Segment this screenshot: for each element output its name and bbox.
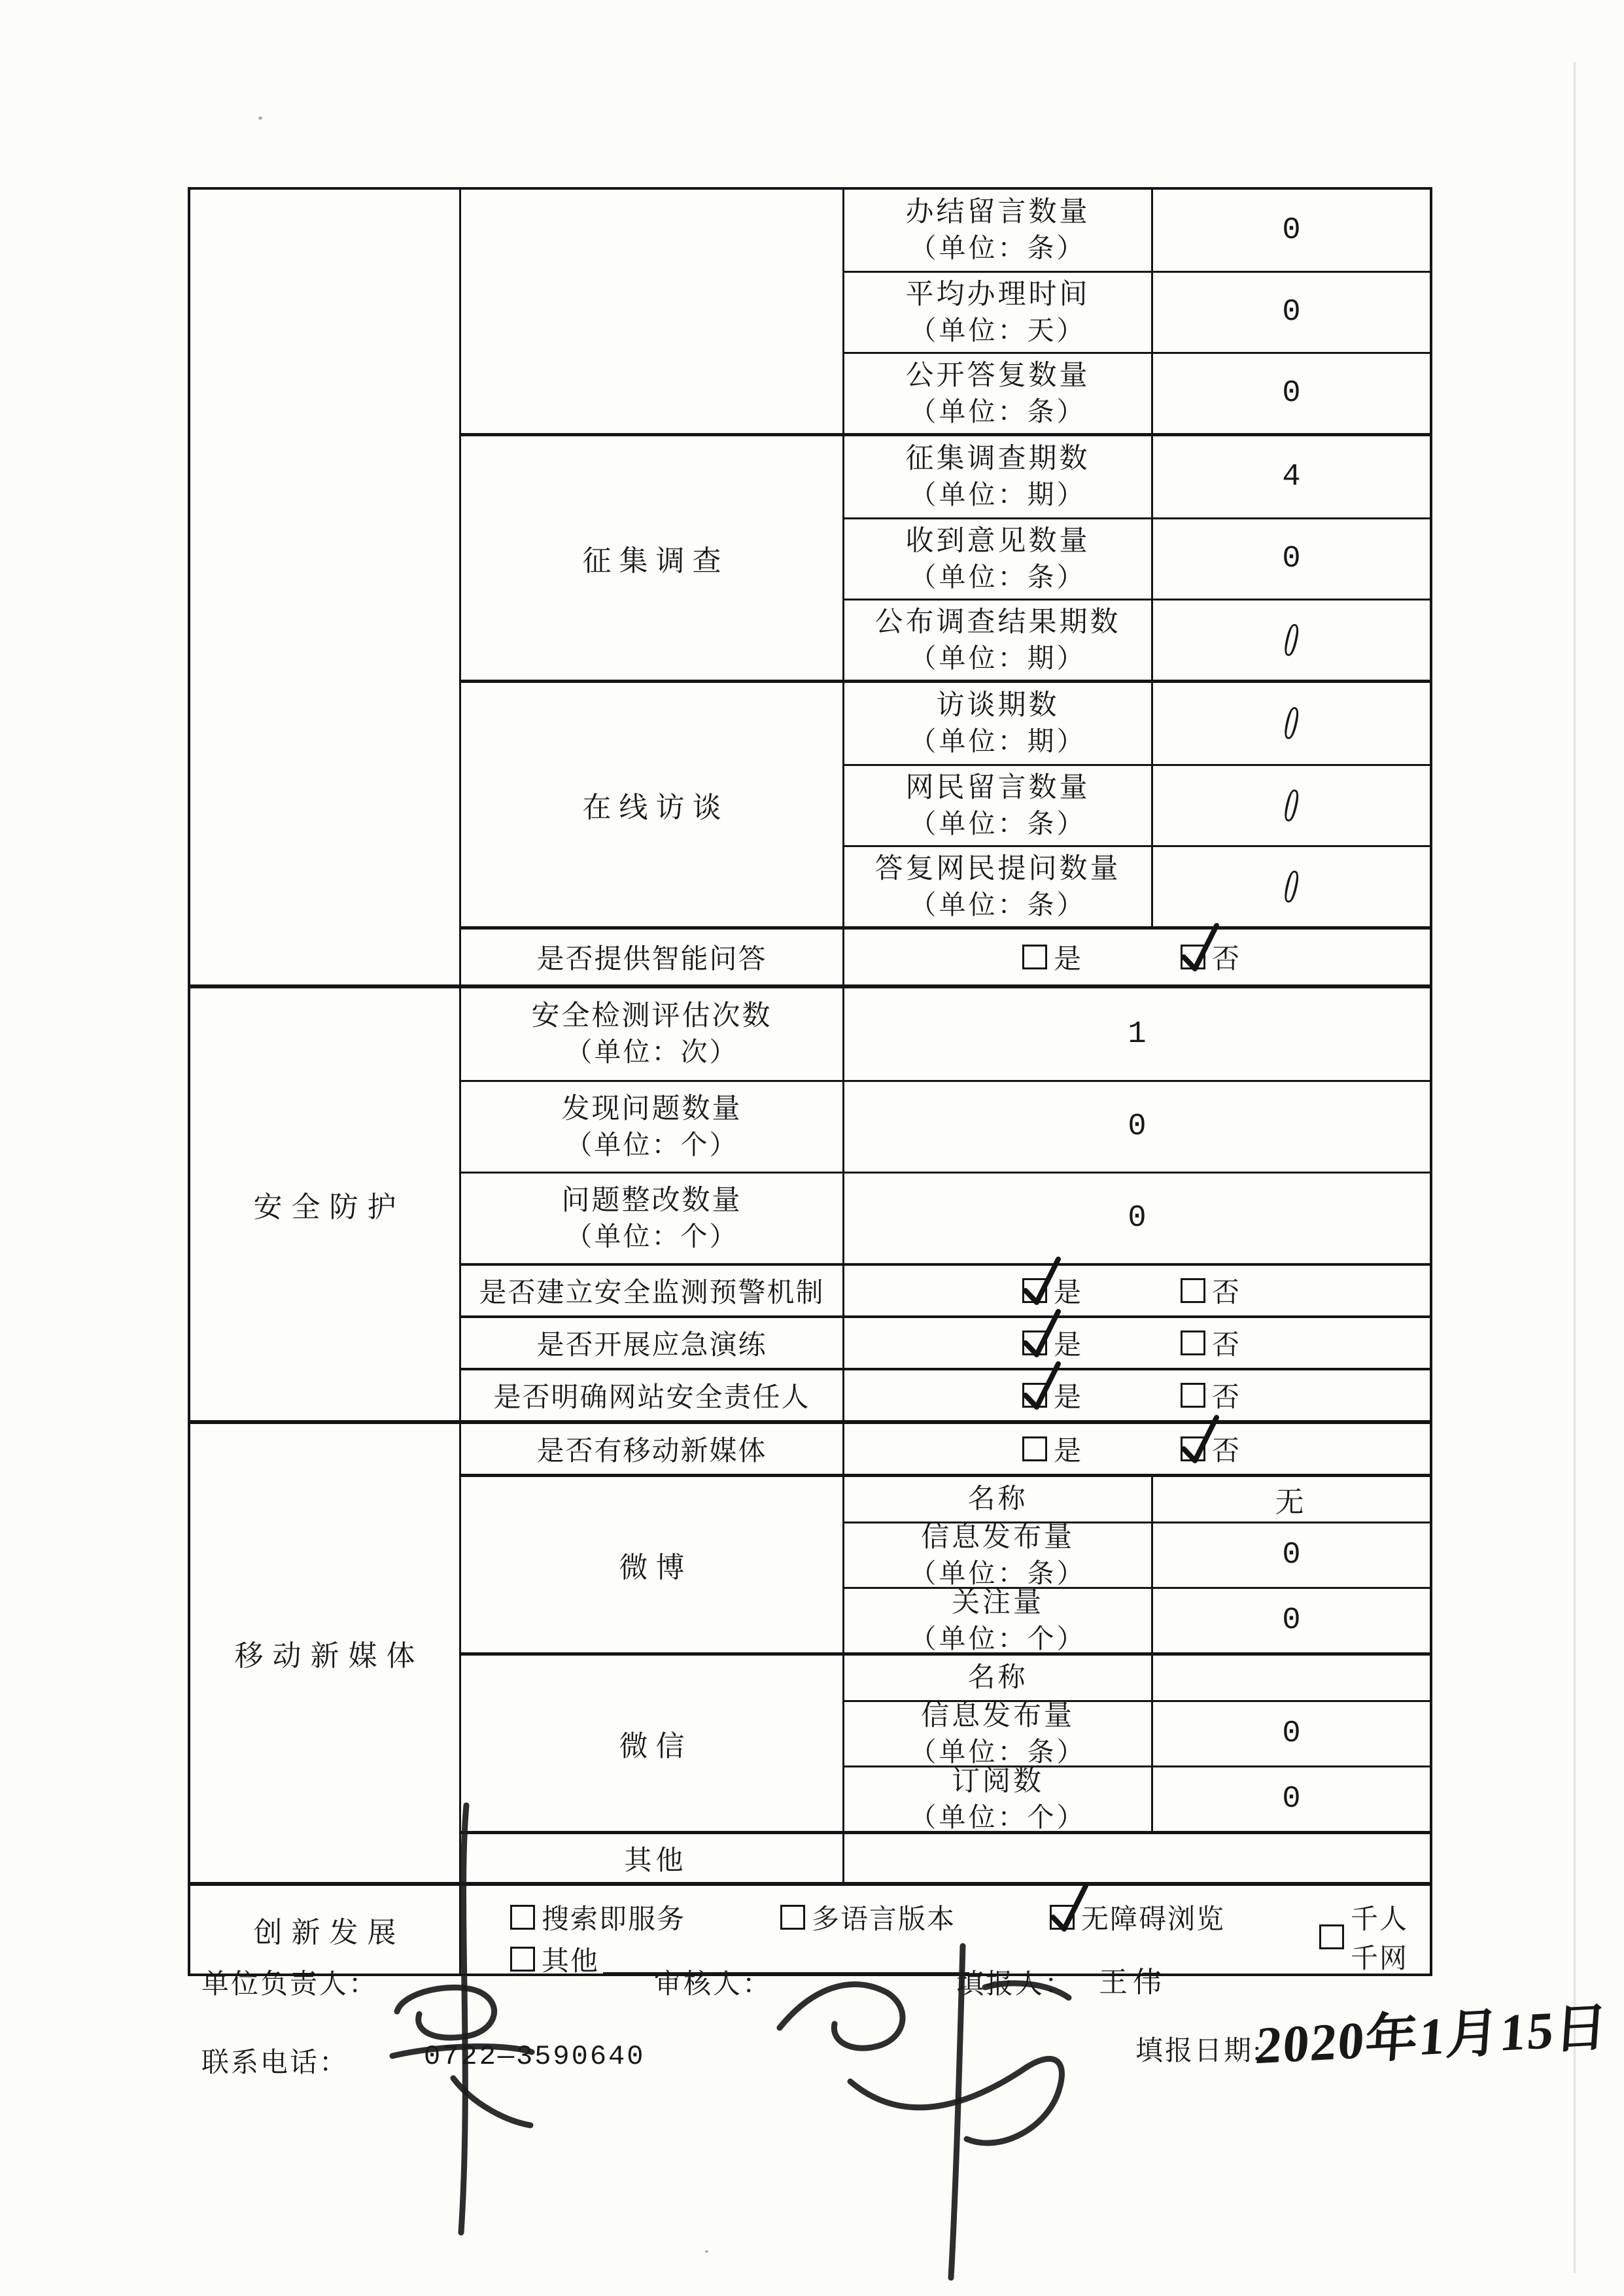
- table-row: [844, 845, 1430, 926]
- metric-unit: （单位：期）: [909, 726, 1086, 757]
- group-messages: [461, 190, 1430, 433]
- yes-label: 是: [1054, 1278, 1082, 1308]
- yes-checkbox-checked[interactable]: [1022, 1331, 1047, 1355]
- row-security-officer: [461, 1368, 1430, 1420]
- yes-checkbox-checked[interactable]: [1022, 1278, 1047, 1303]
- table-row: [844, 764, 1430, 845]
- metric-label: 访谈期数: [936, 690, 1060, 722]
- metric-value-handwritten: 0: [1279, 777, 1304, 833]
- phone-label: 联系电话：: [201, 2048, 349, 2078]
- table-row: [461, 988, 1430, 1080]
- metric-value: 0: [1128, 1109, 1147, 1144]
- bool-label: 是否有移动新媒体: [461, 1424, 844, 1474]
- section-new-media-category: 移动新媒体: [190, 1424, 461, 1882]
- yes-checkbox[interactable]: [1022, 1436, 1047, 1461]
- group-messages-label-cell: [461, 190, 844, 433]
- metric-unit: （单位：期）: [909, 642, 1086, 673]
- metric-value: 1: [1128, 1017, 1147, 1052]
- other-media-label: 其他: [461, 1834, 844, 1882]
- row-other-media: [461, 1831, 1430, 1882]
- metric-unit: （单位：条）: [909, 1557, 1086, 1588]
- table-row: [844, 1587, 1430, 1652]
- metric-unit: （单位：条）: [909, 889, 1086, 920]
- metric-label: 收到意见数量: [905, 525, 1090, 557]
- bool-label: 是否开展应急演练: [461, 1318, 844, 1368]
- scan-speckle: [258, 116, 262, 120]
- metric-label: 网民留言数量: [905, 772, 1090, 803]
- metric-unit: （单位：个）: [565, 1221, 738, 1251]
- metric-label: 平均办理时间: [905, 279, 1090, 310]
- no-checkbox-group: [1181, 1429, 1239, 1469]
- metric-value-handwritten: 0: [1279, 612, 1304, 668]
- table-row: [844, 683, 1430, 764]
- yes-label: 是: [1054, 945, 1082, 975]
- metric-value: 0: [1282, 1716, 1301, 1751]
- metric-value: 0: [1282, 1538, 1301, 1573]
- name-label: 名称: [844, 1477, 1153, 1522]
- option-label: 多语言版本: [812, 1905, 956, 1935]
- filler-name: 王伟: [1099, 1966, 1167, 1998]
- no-label: 否: [1212, 1383, 1240, 1413]
- scan-artifact-line: [1574, 62, 1576, 2273]
- auditor-signature: [752, 1910, 1092, 2289]
- handwritten-check-icon: [1177, 1410, 1223, 1466]
- option-personalized: [1319, 1898, 1430, 1976]
- no-label: 否: [1212, 1331, 1240, 1361]
- metric-value: 0: [1282, 542, 1301, 576]
- name-label: 名称: [844, 1656, 1153, 1700]
- metric-value-handwritten: 0: [1279, 858, 1304, 914]
- bool-label: 是否建立安全监测预警机制: [461, 1266, 844, 1315]
- group-wechat: [461, 1652, 1430, 1831]
- metric-label: 发现问题数量: [561, 1093, 742, 1124]
- metric-value: 4: [1282, 459, 1301, 495]
- table-row: [844, 1700, 1430, 1765]
- metric-value: 0: [1282, 295, 1301, 330]
- metric-label: 问题整改数量: [561, 1185, 742, 1216]
- metric-unit: （单位：期）: [909, 479, 1086, 510]
- no-checkbox[interactable]: [1181, 1278, 1205, 1303]
- option-label: 无障碍浏览: [1081, 1905, 1226, 1935]
- group-wechat-label: 微信: [461, 1656, 844, 1831]
- table-row: [844, 1477, 1430, 1522]
- metric-label: 征集调查期数: [905, 444, 1090, 475]
- group-interview: [461, 680, 1430, 926]
- metric-value-handwritten: 0: [1279, 695, 1304, 751]
- section-innovation-category: 创新发展: [190, 1886, 461, 1974]
- scan-speckle: [705, 2250, 708, 2253]
- table-row: [844, 436, 1430, 517]
- responsible-person-signature: [356, 1796, 566, 2253]
- yes-label: 是: [1054, 1436, 1082, 1467]
- no-checkbox[interactable]: [1181, 1331, 1205, 1355]
- metric-unit: （单位：条）: [909, 396, 1086, 426]
- section-security-category: 安全防护: [190, 988, 461, 1420]
- handwritten-check-icon: [1019, 1251, 1065, 1308]
- option-label: 搜索即服务: [542, 1905, 686, 1935]
- yes-label: 是: [1054, 1383, 1082, 1413]
- table-row: [461, 1080, 1430, 1172]
- option-checkbox[interactable]: [1319, 1924, 1344, 1949]
- metric-value: 0: [1282, 1603, 1301, 1638]
- metric-value: 0: [1282, 213, 1301, 248]
- row-monitor-warning: [461, 1263, 1430, 1315]
- no-label: 否: [1212, 945, 1240, 975]
- name-value: 无: [1275, 1486, 1308, 1518]
- no-checkbox-group: [1181, 1376, 1239, 1415]
- row-smart-qa: [461, 926, 1430, 984]
- metric-label: 安全检测评估次数: [531, 1001, 772, 1032]
- smart-qa-label: 是否提供智能问答: [461, 930, 844, 984]
- section-security: [190, 984, 1430, 1420]
- table-row: [844, 352, 1430, 433]
- metric-unit: （单位：个）: [909, 1623, 1086, 1654]
- metric-label: 订阅数: [952, 1765, 1044, 1797]
- group-survey: [461, 433, 1430, 680]
- no-label: 否: [1212, 1436, 1240, 1467]
- metric-label: 信息发布量: [921, 1522, 1075, 1553]
- no-checkbox-checked[interactable]: [1181, 1436, 1205, 1461]
- row-has-new-media: [461, 1424, 1430, 1474]
- row-emergency-drill: [461, 1315, 1430, 1368]
- metric-label: 公开答复数量: [905, 360, 1090, 391]
- no-label: 否: [1212, 1278, 1240, 1308]
- section-interaction-category-cell: [190, 190, 461, 984]
- table-row: [844, 271, 1430, 352]
- metric-value: 0: [1128, 1201, 1147, 1236]
- responsible-person-label: 单位负责人：: [201, 1970, 379, 2000]
- metric-unit: （单位：条）: [909, 561, 1086, 592]
- metric-unit: （单位：个）: [909, 1801, 1086, 1832]
- auditor-label: 审核人：: [654, 1970, 772, 2000]
- metric-label: 关注量: [952, 1587, 1044, 1618]
- table-row: [461, 1172, 1430, 1263]
- table-row: [844, 517, 1430, 599]
- metric-unit: （单位：条）: [909, 808, 1086, 839]
- metric-value: 0: [1282, 1782, 1301, 1817]
- metric-unit: （单位：天）: [909, 315, 1086, 345]
- report-table: [188, 187, 1432, 1976]
- group-weibo: [461, 1474, 1430, 1652]
- group-survey-label: 征集调查: [461, 436, 844, 680]
- group-interview-label: 在线访谈: [461, 683, 844, 926]
- metric-value: 0: [1282, 376, 1301, 411]
- no-checkbox-group: [1181, 1271, 1239, 1310]
- table-row: [844, 1765, 1430, 1831]
- yes-checkbox-group: [1022, 1376, 1081, 1415]
- phone-number: 0722—3590640: [424, 2041, 646, 2072]
- metric-label: 信息发布量: [921, 1700, 1075, 1731]
- other-media-value-cell: [844, 1834, 1430, 1882]
- metric-unit: （单位：个）: [565, 1129, 738, 1160]
- table-row: [844, 1656, 1430, 1700]
- no-checkbox-group: [1181, 1323, 1239, 1363]
- section-interaction: [190, 190, 1430, 984]
- filler-label: 填报人：: [956, 1970, 1075, 2000]
- yes-checkbox[interactable]: [1022, 945, 1047, 969]
- group-weibo-label: 微博: [461, 1477, 844, 1652]
- handwritten-check-icon: [1019, 1304, 1065, 1360]
- table-row: [844, 1522, 1430, 1587]
- yes-label: 是: [1054, 1331, 1082, 1361]
- yes-checkbox-checked[interactable]: [1022, 1383, 1047, 1408]
- report-date-handwritten: 2020年1月15日: [1253, 1998, 1611, 2076]
- metric-unit: （单位：条）: [909, 1736, 1086, 1767]
- no-checkbox-group: [1181, 937, 1239, 977]
- report-date-label: 填报日期:: [1135, 2036, 1263, 2066]
- metric-label: 办结留言数量: [905, 197, 1090, 228]
- metric-label: 公布调查结果期数: [874, 606, 1121, 638]
- handwritten-check-icon: [1019, 1356, 1065, 1412]
- no-checkbox-checked[interactable]: [1181, 945, 1205, 969]
- option-label: 千人千网: [1351, 1905, 1409, 1974]
- table-row: [844, 599, 1430, 680]
- yes-checkbox-group: [1022, 1429, 1081, 1469]
- option-label: 其他: [542, 1947, 600, 1977]
- metric-unit: （单位：次）: [565, 1037, 738, 1068]
- metric-label: 答复网民提问数量: [874, 853, 1121, 884]
- handwritten-check-icon: [1177, 918, 1223, 974]
- metric-unit: （单位：条）: [909, 233, 1086, 264]
- yes-checkbox-group: [1022, 937, 1081, 977]
- no-checkbox[interactable]: [1181, 1383, 1205, 1408]
- table-row: [844, 190, 1430, 271]
- bool-label: 是否明确网站安全责任人: [461, 1370, 844, 1420]
